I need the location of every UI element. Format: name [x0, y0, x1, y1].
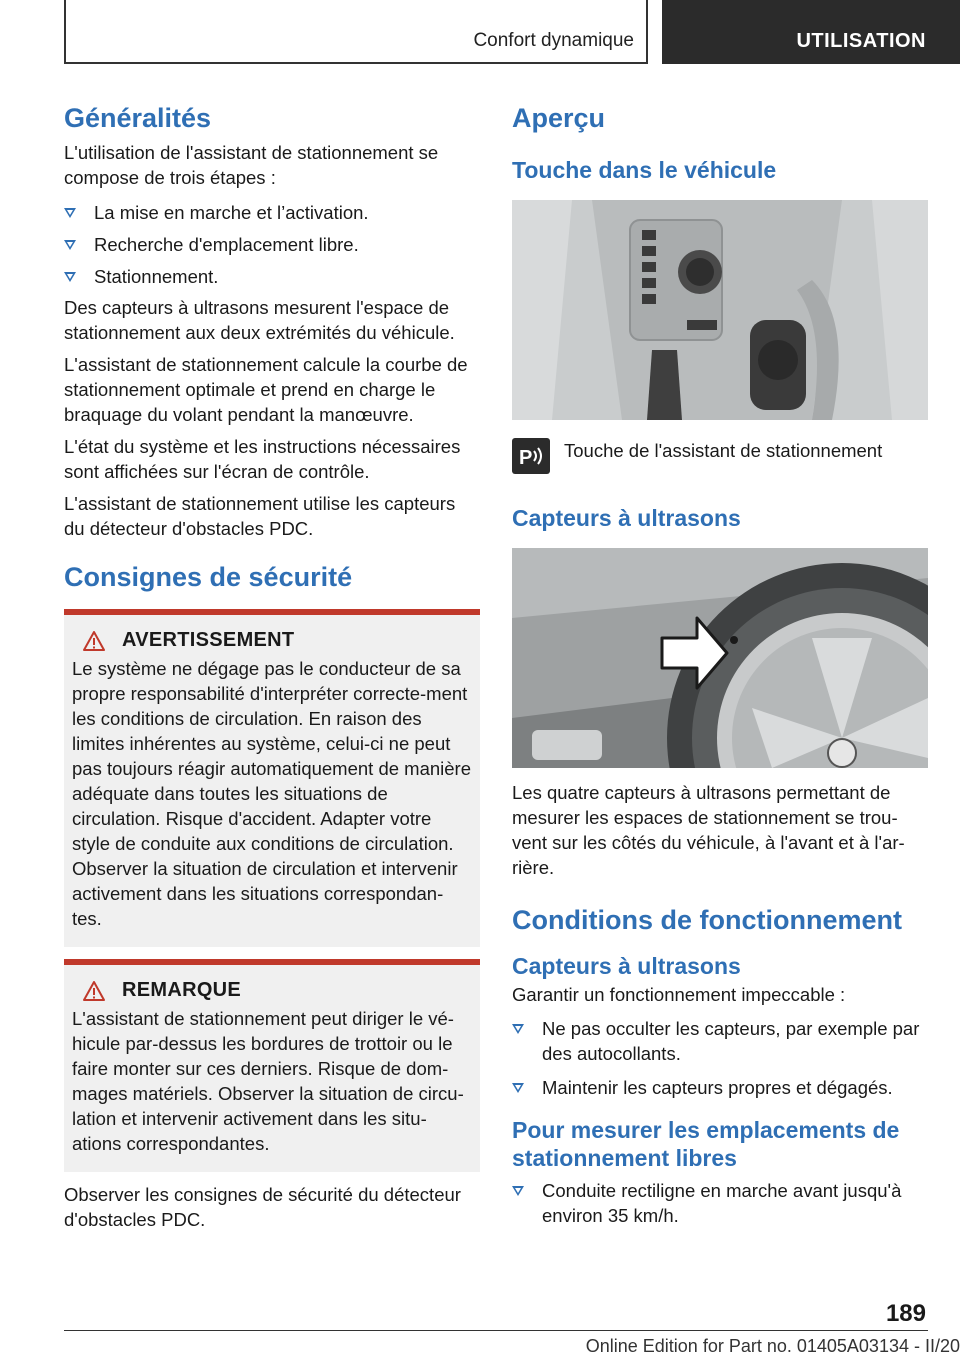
bullet-triangle-icon	[64, 272, 76, 282]
svg-text:P: P	[519, 447, 533, 469]
list-item	[512, 1178, 928, 1228]
header-chapter-tab	[662, 0, 960, 64]
list-item	[64, 264, 480, 289]
notice-box	[64, 959, 480, 1172]
heading-generalites: Généralités	[64, 103, 212, 133]
paragraph: L'assistant de stationnement calcule la courbe de stationnement optimale et prend en charge le braquage du volant pendant la manœuvre.	[64, 354, 468, 425]
warning-triangle-icon	[82, 630, 106, 652]
warning-text: Le système ne dégage pas le conducteur de sa propre responsabilité d'interpréter correcte-ment les conditions de circulation. En raison des limites inhérentes au système, celui-ci ne peut pas toujours réagir automatiquement de manière adéquate dans toutes les situations de circulation. Risque d'accident. Adapter votre style de conduite aux conditions de circulation. Observer la situation de circulation et intervenir activement dans les situations correspondan-tes.	[72, 658, 472, 929]
notice-text: L'assistant de stationnement peut diriger le vé-hicule par-dessus les bordures de trottoir ou le faire monter sur ces derniers. Risque de dom-mages matériels. Observer la situation de circu-lation et intervenir activement dans les situ-ations correspondantes.	[72, 1008, 464, 1154]
header-section-box	[64, 0, 648, 64]
park-assist-key-icon	[512, 438, 550, 474]
page-number: 189	[885, 1300, 926, 1327]
heading-safety: Consignes de sécurité	[64, 562, 353, 592]
heading-apercu: Aperçu	[512, 103, 606, 133]
heading-button-in-vehicle: Touche dans le véhicule	[512, 157, 777, 183]
list-item-text: La mise en marche et l’activation.	[94, 202, 369, 223]
left-column	[64, 100, 480, 1232]
paragraph: L'assistant de stationnement utilise les capteurs du détecteur d'obstacles PDC.	[64, 493, 456, 539]
button-caption: Touche de l'assistant de stationnement	[564, 440, 883, 461]
sensors-description: Les quatre capteurs à ultrasons permettant de mesurer les espaces de stationnement se trou-vent sur les côtés du véhicule, à l'avant et à l'ar-rière.	[512, 782, 905, 878]
bullet-triangle-icon	[512, 1024, 524, 1034]
list-item-text: Stationnement.	[94, 266, 219, 287]
bullet-triangle-icon	[512, 1083, 524, 1093]
warning-title: AVERTISSEMENT	[122, 629, 295, 651]
bullet-triangle-icon	[64, 240, 76, 250]
paragraph: Des capteurs à ultrasons mesurent l'espace de stationnement aux deux extrémités du véhicule.	[64, 297, 455, 343]
heading-measure-spaces: Pour mesurer les emplacements de stationnement libres	[512, 1117, 900, 1171]
list-item	[512, 1075, 928, 1100]
intro-text: L'utilisation de l'assistant de stationnement se compose de trois étapes :	[64, 142, 439, 188]
warning-triangle-icon	[82, 980, 106, 1002]
list-item	[512, 1016, 928, 1066]
right-column	[512, 100, 928, 1228]
list-item-text: Conduite rectiligne en marche avant jusqu'à environ 35 km/h.	[542, 1180, 902, 1226]
closing-text: Observer les consignes de sécurité du détecteur d'obstacles PDC.	[64, 1184, 461, 1230]
heading-operating-conditions: Conditions de fonctionnement	[512, 905, 902, 935]
heading-ultrasonic-sensors-2: Capteurs à ultrasons	[512, 953, 741, 979]
ultrasonic-sensor-photo	[512, 548, 928, 768]
list-item-text: Recherche d'emplacement libre.	[94, 234, 359, 255]
button-caption-row	[512, 438, 928, 474]
footer-edition: Online Edition for Part no. 01405A03134 - II/20	[585, 1336, 960, 1356]
warning-box	[64, 609, 480, 947]
bullet-triangle-icon	[512, 1186, 524, 1196]
guarantee-text: Garantir un fonctionnement impeccable :	[512, 984, 846, 1005]
center-console-photo	[512, 200, 928, 420]
list-item	[64, 232, 480, 257]
header-section-title: Confort dynamique	[473, 30, 634, 51]
list-item-text: Ne pas occulter les capteurs, par exemple par des autocollants.	[542, 1018, 920, 1064]
bullet-triangle-icon	[64, 208, 76, 218]
header-chapter-label: UTILISATION	[796, 30, 926, 52]
heading-ultrasonic-sensors: Capteurs à ultrasons	[512, 505, 741, 531]
list-item-text: Maintenir les capteurs propres et dégagés.	[542, 1077, 893, 1098]
list-item	[64, 200, 480, 225]
paragraph: L'état du système et les instructions nécessaires sont affichées sur l'écran de contrôle.	[64, 436, 461, 482]
notice-title: REMARQUE	[122, 979, 242, 1001]
footer-divider	[64, 1330, 928, 1331]
